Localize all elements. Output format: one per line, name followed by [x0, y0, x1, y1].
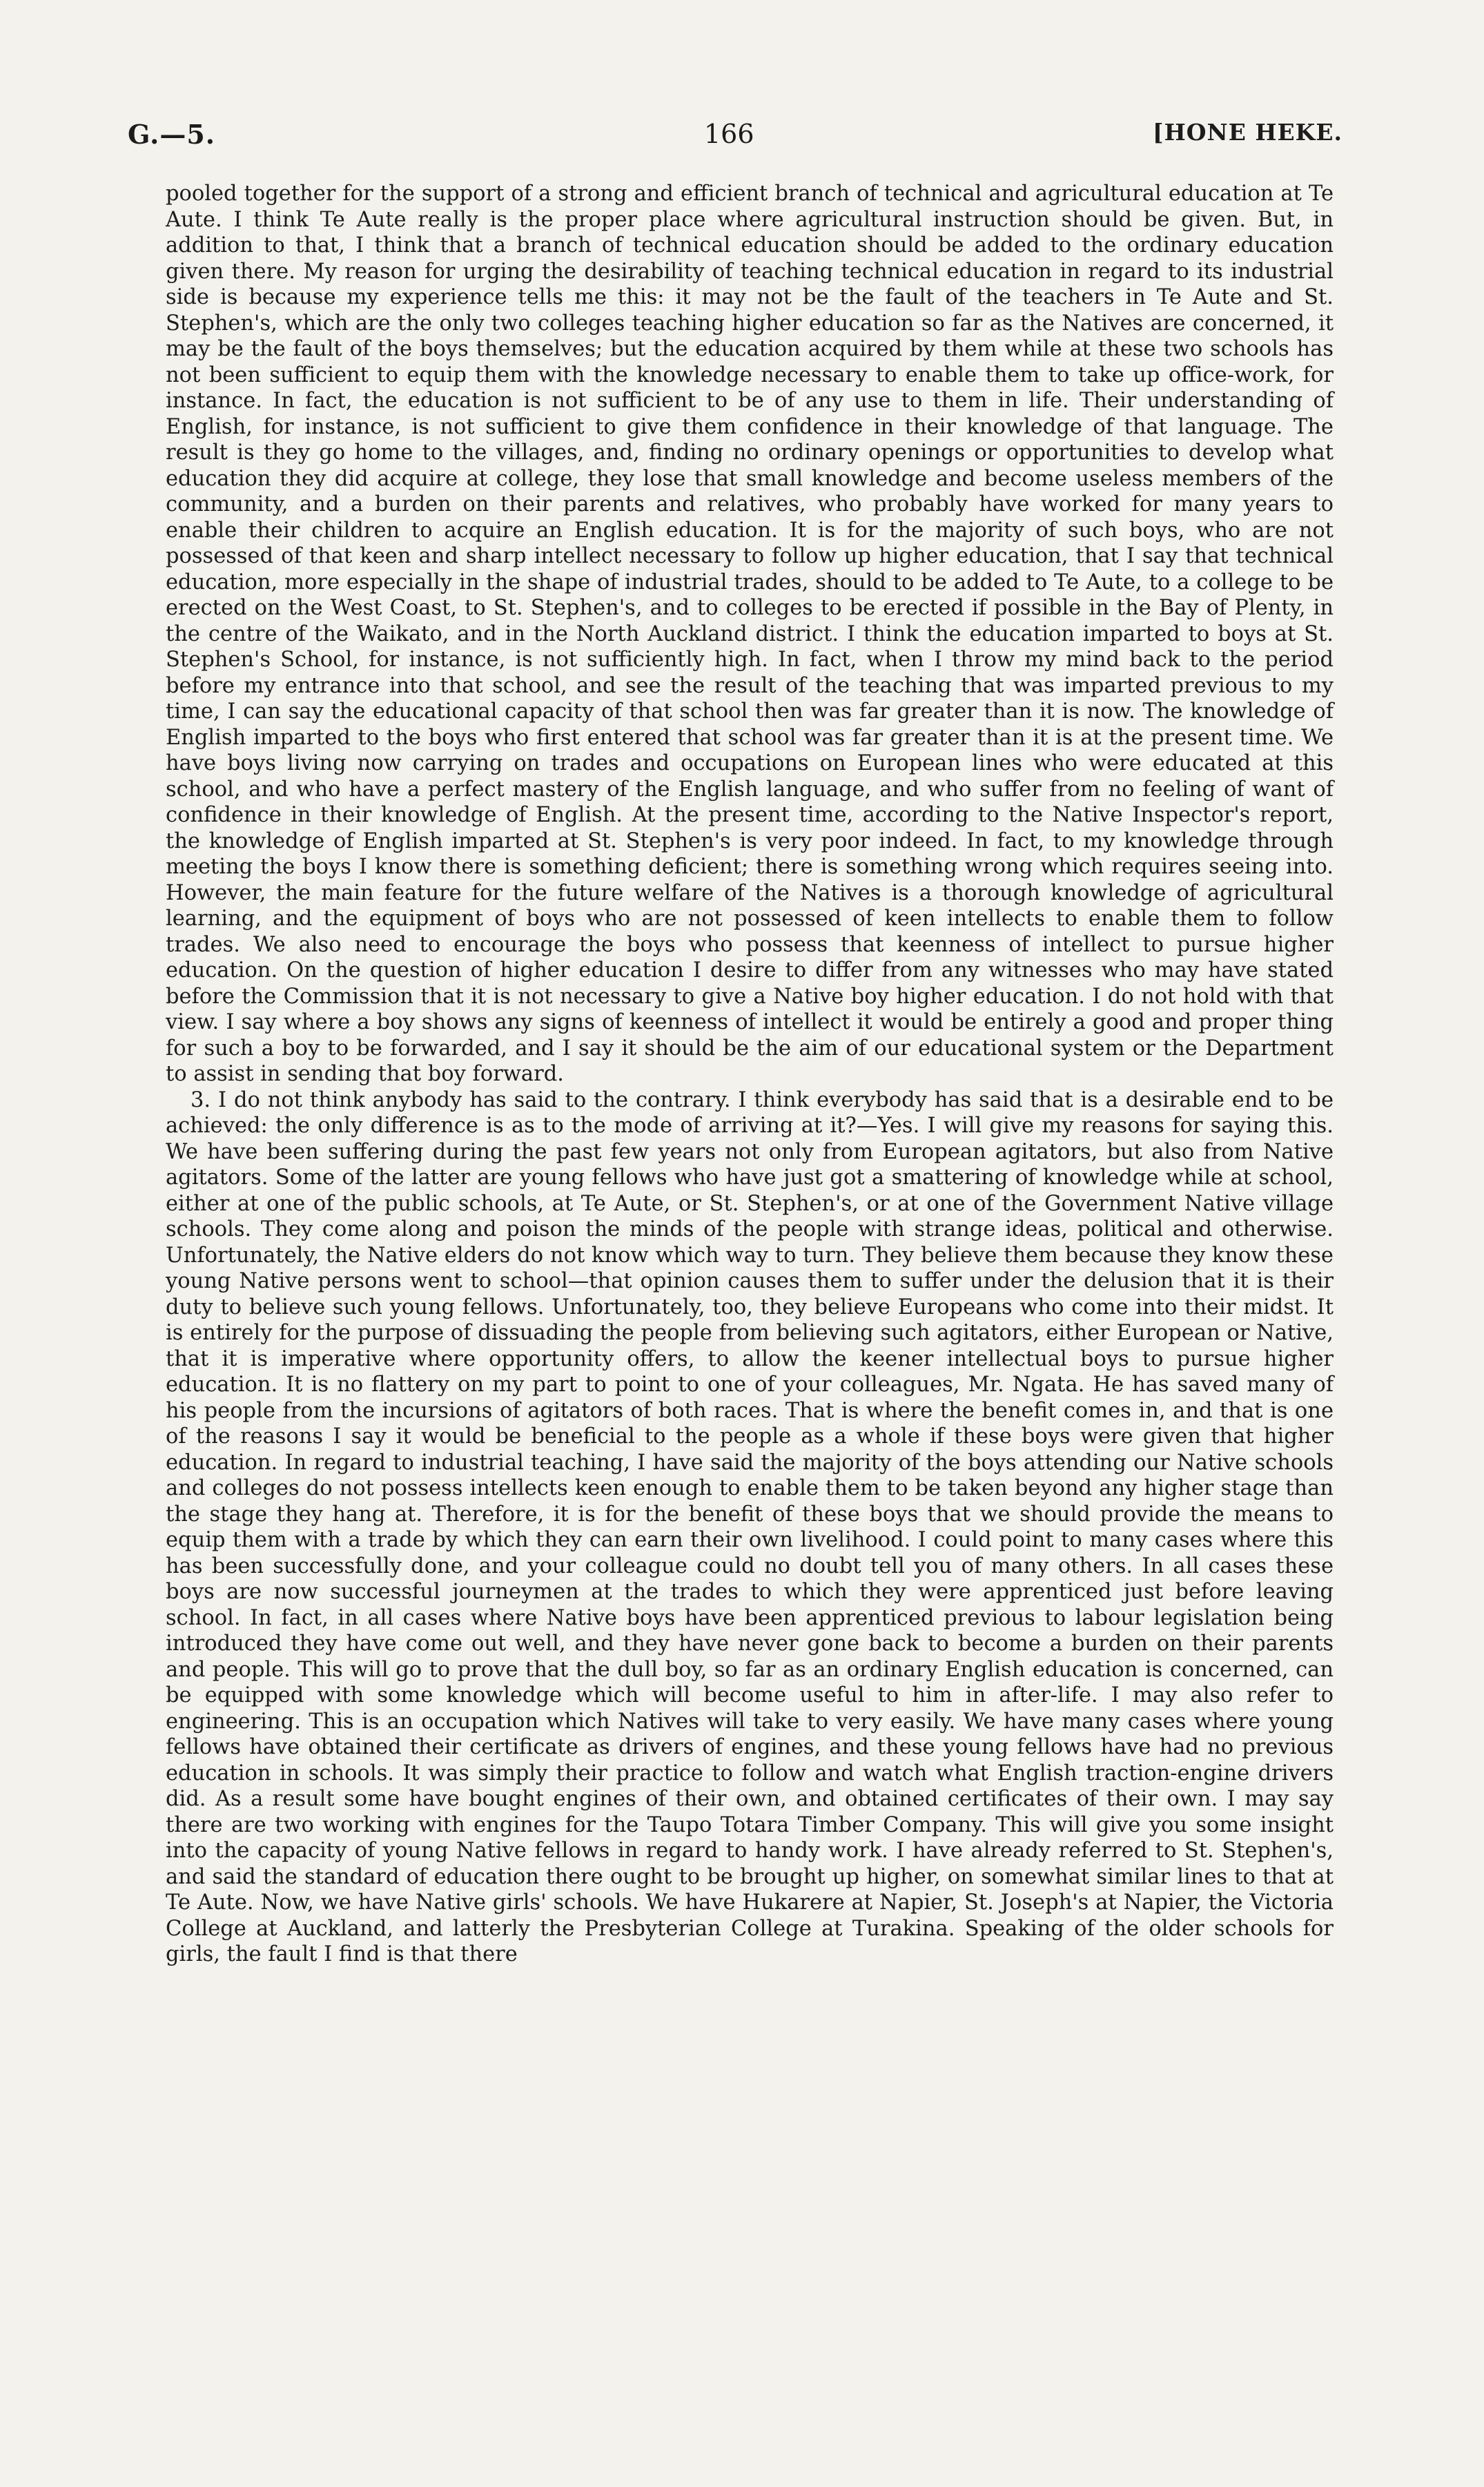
speaker-name: [HONE HEKE. — [1153, 119, 1343, 146]
paragraph-2: 3. I do not think anybody has said to the contrary. I think everybody has said that is a desirable end to be achieved: the only difference is as to the mode of arriving at it?—Yes. I will give my reasons for saying this. We have been suffering during the past few years not only from European agitators, but also from Native agitators. Some of the latter are young fellows who have just got a smattering of knowledge while at school, either at one of the public schools, at Te Aute, or St. Stephen's, or at one of the Government Native village schools. They come along and poison the minds of the people with strange ideas, political and otherwise. Unfortunately, the Native elders do not know which way to turn. They believe them because they know these young Native persons went to school—that opinion causes them to suffer under the delusion that it is their duty to believe such young fellows. Unfortunately, too, they believe Europeans who come into their midst. It is entirely for the purpose of dissuading the people from believing such agitators, either European or Native, that it is imperative where opportunity offers, to allow the keener intellectual boys to pursue higher education. It is no flattery on my part to point to one of your colleagues, Mr. Ngata. He has saved many of his people from the incursions of agitators of both races. That is where the benefit comes in, and that is one of the reasons I say it would be beneficial to the people as a whole if these boys were given that higher education. In regard to industrial teaching, I have said the majority of the boys attending our Native schools and colleges do not possess intellects keen enough to enable them to be taken beyond any higher stage than the stage they hang at. Therefore, it is for the benefit of these boys that we should provide the means to equip them with a trade by which they can earn their own livelihood. I could point to many cases where this has been successfully done, and your colleague could no doubt tell you of many others. In all cases these boys are now successful journeymen at the trades to which they were apprenticed just before leaving school. In fact, in all cases where Native boys have been apprenticed previous to labour legislation being introduced they have come out well, and they have never gone back to become a burden on their parents and people. This will go to prove that the dull boy, so far as an ordinary English education is concerned, can be equipped with some knowledge which will become useful to him in after-life. I may also refer to engineering. This is an occupation which Natives will take to very easily. We have many cases where young fellows have obtained their certificate as drivers of engines, and these young fellows have had no previous education in schools. It was simply their practice to follow and watch what English traction-engine drivers did. As a result some have bought engines of their own, and obtained certificates of their own. I may say there are two working with engines for the Taupo Totara Timber Company. This will give you some insight into the capacity of young Native fellows in regard to handy work. I have already referred to St. Stephen's, and said the standard of education there ought to be brought up higher, on somewhat similar lines to that at Te Aute. Now, we have Native girls' schools. We have Hukarere at Napier, St. Joseph's at Napier, the Victoria College at Auckland, and latterly the Presbyterian College at Turakina. Speaking of the older schools for girls, the fault I find is that there — [166, 1087, 1334, 1966]
document-reference: G.—5. — [128, 119, 215, 150]
body-text — [166, 181, 1334, 1968]
page-number: 166 — [704, 119, 754, 149]
paragraph-1: pooled together for the support of a strong and efficient branch of technical and agricultural education at Te Aute. I think Te Aute really is the proper place where agricultural instruction should be given. But, in addition to that, I think that a branch of technical education should be added to the ordinary education given there. My reason for urging the desirability of teaching technical education in regard to its industrial side is because my experience tells me this: it may not be the fault of the teachers in Te Aute and St. Stephen's, which are the only two colleges teaching higher education so far as the Natives are concerned, it may be the fault of the boys themselves; but the education acquired by them while at these two schools has not been sufficient to equip them with the knowledge necessary to enable them to take up office-work, for instance. In fact, the education is not sufficient to be of any use to them in life. Their understanding of English, for instance, is not sufficient to give them confidence in their knowledge of that language. The result is they go home to the villages, and, finding no ordinary openings or opportunities to develop what education they did acquire at college, they lose that small knowledge and become useless members of the community, and a burden on their parents and relatives, who probably have worked for many years to enable their children to acquire an English education. It is for the majority of such boys, who are not possessed of that keen and sharp intellect necessary to follow up higher education, that I say that technical education, more especially in the shape of industrial trades, should to be added to Te Aute, to a college to be erected on the West Coast, to St. Stephen's, and to colleges to be erected if possible in the Bay of Plenty, in the centre of the Waikato, and in the North Auckland district. I think the education imparted to boys at St. Stephen's School, for instance, is not sufficiently high. In fact, when I throw my mind back to the period before my entrance into that school, and see the result of the teaching that was imparted previous to my time, I can say the educational capacity of that school then was far greater than it is now. The knowledge of English imparted to the boys who first entered that school was far greater than it is at the present time. We have boys living now carrying on trades and occupations on European lines who were educated at this school, and who have a perfect mastery of the English language, and who suffer from no feeling of want of confidence in their knowledge of English. At the present time, according to the Native Inspector's report, the knowledge of English imparted at St. Stephen's is very poor indeed. In fact, to my knowledge through meeting the boys I know there is something deficient; there is something wrong which requires seeing into. However, the main feature for the future welfare of the Natives is a thorough knowledge of agricultural learning, and the equipment of boys who are not possessed of keen intellects to enable them to follow trades. We also need to encourage the boys who possess that keenness of intellect to pursue higher education. On the question of higher education I desire to differ from any witnesses who may have stated before the Commission that it is not necessary to give a Native boy higher education. I do not hold with that view. I say where a boy shows any signs of keenness of intellect it would be entirely a good and proper thing for such a boy to be forwarded, and I say it should be the aim of our educational system or the Department to assist in sending that boy forward. — [166, 182, 1334, 1086]
page-header — [128, 119, 1343, 160]
